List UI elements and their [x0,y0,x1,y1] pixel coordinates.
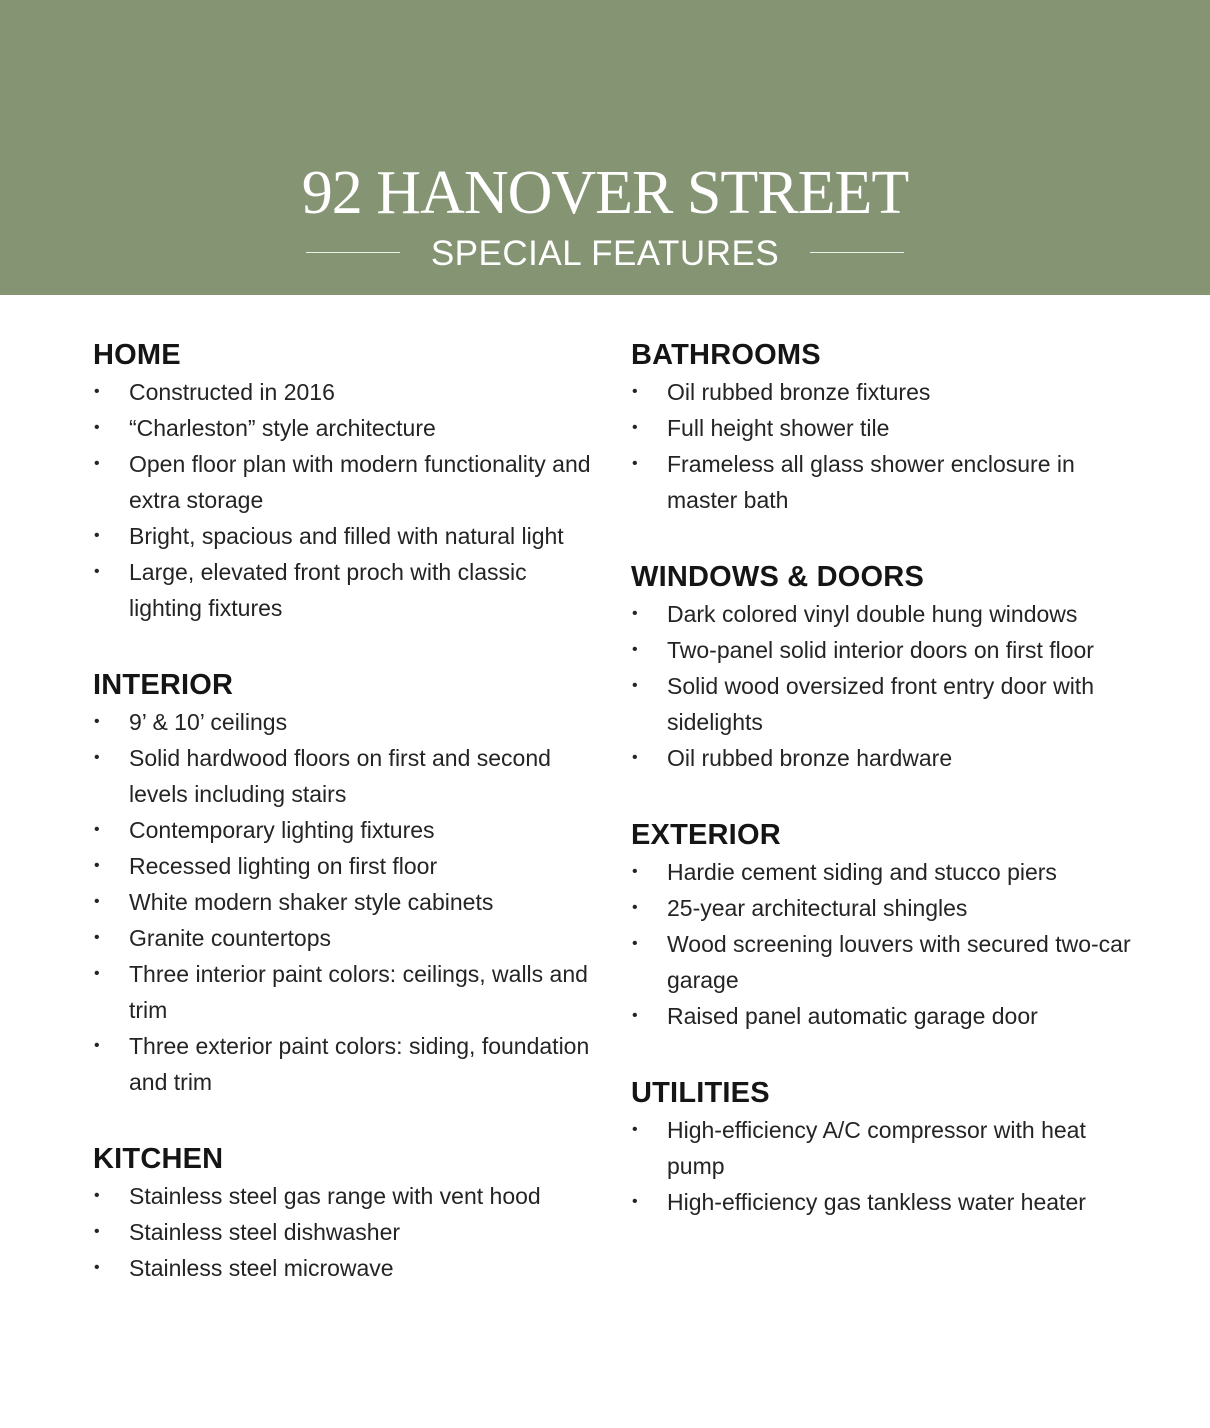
section-heading: UTILITIES [631,1077,770,1109]
section-home [93,336,593,626]
feature-text: Three interior paint colors: ceilings, walls and trim [129,961,588,1023]
feature-text: Hardie cement siding and stucco piers [667,859,1057,885]
bullet-icon: • [632,605,638,622]
bullet-icon: • [94,419,100,436]
feature-item [93,920,593,956]
feature-text: 9’ & 10’ ceilings [129,709,288,735]
feature-text: Bright, spacious and filled with natural light [129,523,564,549]
bullet-icon: • [94,749,100,766]
bullet-icon: • [632,1121,638,1138]
bullet-icon: • [94,1223,100,1240]
section-kitchen [93,1140,593,1286]
feature-list [631,374,1141,518]
feature-item [631,926,1141,998]
section-utilities [631,1074,1141,1220]
feature-item [93,446,593,518]
feature-item [631,1184,1141,1220]
bullet-icon: • [94,563,100,580]
feature-text: Frameless all glass shower enclosure in master bath [667,451,1075,513]
bullet-icon: • [94,1259,100,1276]
feature-text: Dark colored vinyl double hung windows [667,601,1078,627]
bullet-icon: • [632,455,638,472]
section-heading: INTERIOR [93,669,234,701]
feature-item [631,740,1141,776]
feature-item [93,410,593,446]
bullet-icon: • [94,713,100,730]
bullet-icon: • [632,641,638,658]
feature-list [93,374,593,626]
feature-text: Raised panel automatic garage door [667,1003,1038,1029]
divider-right [810,252,904,253]
feature-item [93,884,593,920]
bullet-icon: • [632,935,638,952]
feature-text: Solid hardwood floors on first and second levels including stairs [129,745,551,807]
feature-text: Oil rubbed bronze fixtures [667,379,931,405]
section-heading: WINDOWS & DOORS [631,561,924,593]
feature-list [631,596,1141,776]
feature-item [93,704,593,740]
feature-item [631,410,1141,446]
feature-item [631,668,1141,740]
section-heading: HOME [93,339,181,371]
feature-item [631,632,1141,668]
section-heading: BATHROOMS [631,339,821,371]
bullet-icon: • [94,1037,100,1054]
feature-list [631,854,1141,1034]
header-banner [0,0,1210,295]
feature-item [631,854,1141,890]
feature-text: Stainless steel dishwasher [129,1219,401,1245]
feature-text: White modern shaker style cabinets [129,889,494,915]
feature-text: Large, elevated front proch with classic lighting fixtures [129,559,527,621]
feature-item [93,1178,593,1214]
bullet-icon: • [632,899,638,916]
feature-item [93,956,593,1028]
feature-item [631,446,1141,518]
bullet-icon: • [632,749,638,766]
subtitle-row [0,232,1210,276]
page-title: 92 HANOVER STREET [301,159,909,227]
feature-item [93,740,593,812]
bullet-icon: • [94,383,100,400]
feature-text: Full height shower tile [667,415,890,441]
section-heading: KITCHEN [93,1143,224,1175]
feature-text: Contemporary lighting fixtures [129,817,435,843]
feature-text: Solid wood oversized front entry door with sidelights [667,673,1094,735]
feature-item [631,998,1141,1034]
feature-list [631,1112,1141,1220]
feature-item [631,890,1141,926]
feature-text: Recessed lighting on first floor [129,853,438,879]
bullet-icon: • [94,455,100,472]
bullet-icon: • [94,965,100,982]
section-windows-and-doors [631,558,1141,776]
feature-text: High-efficiency gas tankless water heater [667,1189,1086,1215]
feature-text: Constructed in 2016 [129,379,335,405]
feature-item [93,374,593,410]
page-subtitle: SPECIAL FEATURES [430,234,780,273]
bullet-icon: • [94,929,100,946]
feature-text: Stainless steel gas range with vent hood [129,1183,541,1209]
feature-list [93,1178,593,1286]
feature-item [93,1214,593,1250]
feature-text: Stainless steel microwave [129,1255,394,1281]
feature-text: Granite countertops [129,925,332,951]
bullet-icon: • [632,677,638,694]
section-exterior [631,816,1141,1034]
feature-item [631,374,1141,410]
bullet-icon: • [632,863,638,880]
feature-item [631,1112,1141,1184]
bullet-icon: • [632,419,638,436]
feature-text: 25-year architectural shingles [667,895,968,921]
feature-text: Oil rubbed bronze hardware [667,745,953,771]
feature-item [93,518,593,554]
bullet-icon: • [94,857,100,874]
feature-text: Open floor plan with modern functionality and extra storage [129,451,591,513]
right-column [631,336,1141,1260]
left-column [93,336,593,1326]
feature-item [93,848,593,884]
feature-item [93,1028,593,1100]
feature-text: High-efficiency A/C compressor with heat pump [667,1117,1086,1179]
feature-list [93,704,593,1100]
feature-text: Two-panel solid interior doors on first floor [667,637,1094,663]
section-heading: EXTERIOR [631,819,781,851]
section-bathrooms [631,336,1141,518]
feature-text: Three exterior paint colors: siding, foundation and trim [129,1033,590,1095]
feature-text: “Charleston” style architecture [129,415,436,441]
bullet-icon: • [94,893,100,910]
section-interior [93,666,593,1100]
feature-item [93,812,593,848]
bullet-icon: • [94,1187,100,1204]
bullet-icon: • [632,383,638,400]
bullet-icon: • [94,527,100,544]
bullet-icon: • [632,1193,638,1210]
feature-item [631,596,1141,632]
feature-text: Wood screening louvers with secured two-car garage [667,931,1131,993]
bullet-icon: • [632,1007,638,1024]
feature-item [93,1250,593,1286]
bullet-icon: • [94,821,100,838]
feature-item [93,554,593,626]
